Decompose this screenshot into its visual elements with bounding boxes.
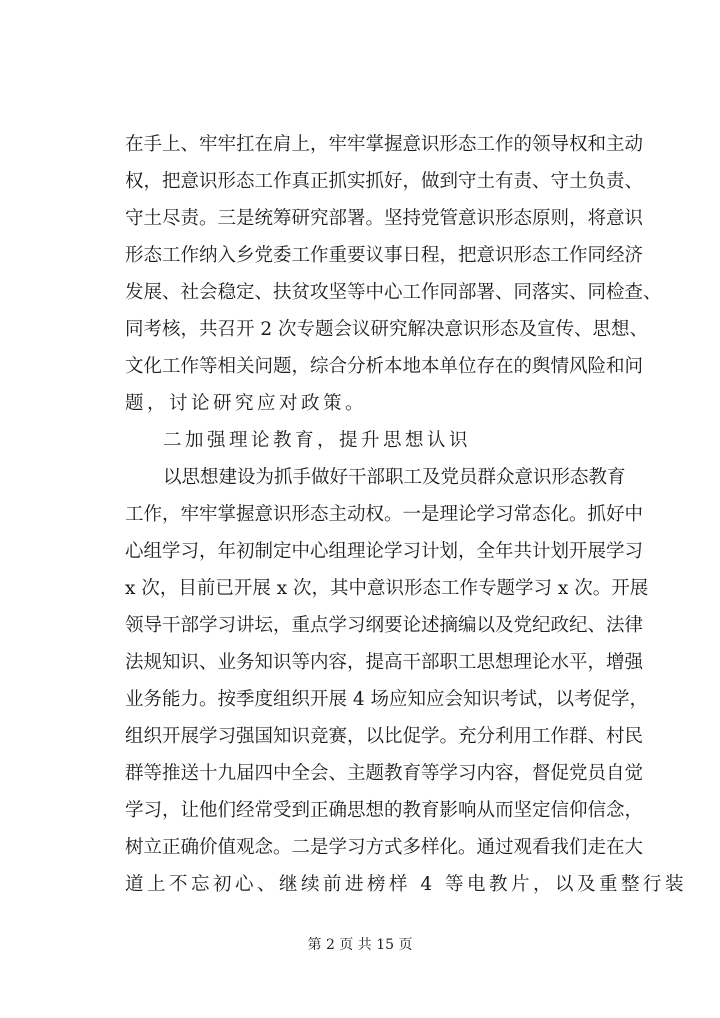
- text-line: 文化工作等相关问题，综合分析本地本单位存在的舆情风险和问: [125, 356, 644, 377]
- page-number-footer: 第 2 页 共 15 页: [307, 937, 413, 953]
- text-line: 树立正确价值观念。二是学习方式多样化。通过观看我们走在大: [125, 837, 644, 858]
- document-body: [125, 126, 688, 903]
- text-line: 守土尽责。三是统筹研究部署。坚持党管意识形态原则，将意识: [125, 208, 644, 229]
- text-line: 组织开展学习强国知识竞赛，以比促学。充分利用工作群、村民: [125, 726, 644, 747]
- text-line: 权，把意识形态工作真正抓实抓好，做到守土有责、守土负责、: [125, 171, 644, 192]
- text-line: 心组学习，年初制定中心组理论学习计划，全年共计划开展学习: [125, 541, 644, 562]
- text-line: 同考核，共召开 2 次专题会议研究解决意识形态及宣传、思想、: [125, 319, 649, 340]
- text-line: 题，讨论研究应对政策。: [125, 393, 368, 414]
- text-line: 以思想建设为抓手做好干部职工及党员群众意识形态教育: [163, 467, 626, 488]
- text-line: 法规知识、业务知识等内容，提高干部职工思想理论水平，增强: [125, 652, 644, 673]
- text-line: 形态工作纳入乡党委工作重要议事日程，把意识形态工作同经济: [125, 245, 644, 266]
- text-line: 学习，让他们经常受到正确思想的教育影响从而坚定信仰信念，: [125, 800, 644, 821]
- text-line: 业务能力。按季度组织开展 4 场应知应会知识考试，以考促学，: [125, 689, 649, 710]
- text-line: 工作，牢牢掌握意识形态主动权。一是理论学习常态化。抓好中: [125, 504, 644, 525]
- text-line: 发展、社会稳定、扶贫攻坚等中心工作同部署、同落实、同检查、: [125, 282, 662, 303]
- text-line: 领导干部学习讲坛，重点学习纲要论述摘编以及党纪政纪、法律: [125, 615, 644, 636]
- text-line: 群等推送十九届四中全会、主题教育等学习内容，督促党员自觉: [125, 763, 644, 784]
- text-line: x 次，目前已开展 x 次，其中意识形态工作专题学习 x 次。开展: [125, 578, 649, 599]
- text-line: 在手上、牢牢扛在肩上，牢牢掌握意识形态工作的领导权和主动: [125, 134, 644, 155]
- text-line: 道上不忘初心、继续前进榜样 4 等电教片，以及重整行装: [125, 874, 688, 895]
- section-heading: 二加强理论教育，提升思想认识: [163, 430, 472, 451]
